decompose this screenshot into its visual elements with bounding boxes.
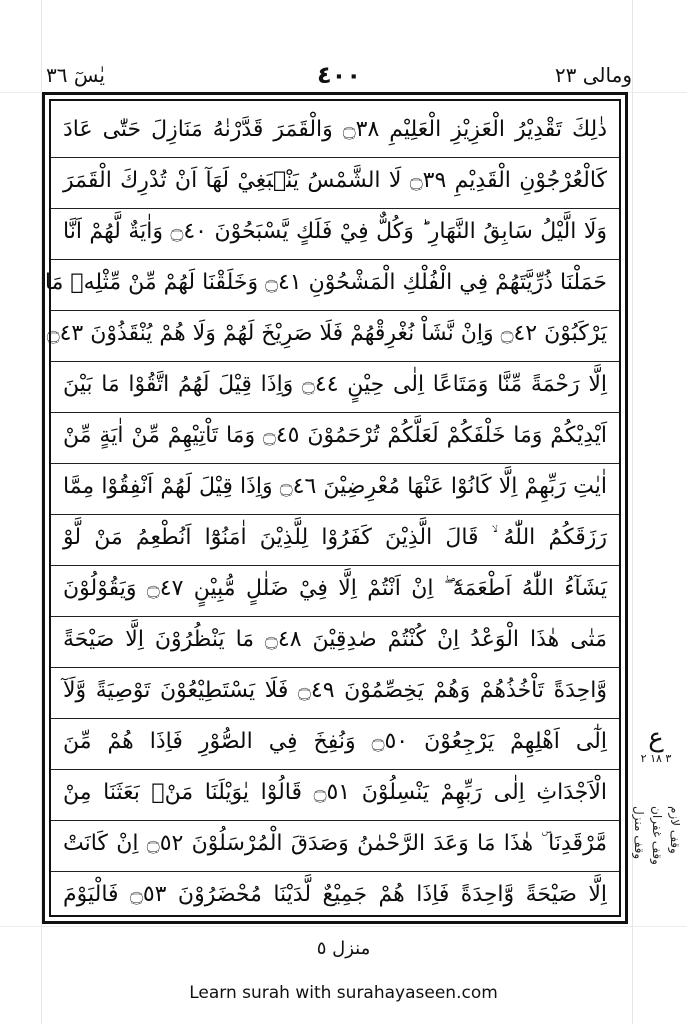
quran-text-panel <box>44 99 621 917</box>
ruku-ain-symbol: ع <box>648 723 664 753</box>
verse-line: وَلَا الَّيْلُ سَابِقُ النَّهَارِ ؕ وَكُلٌّ فِيْ فَلَكٍ يَّسْبَحُوْنَ ۝٤٠ وَاٰيَةٌ لَّهُمْ اَنَّا <box>63 219 607 244</box>
page-guide-line <box>0 926 687 927</box>
footer-caption: Learn surah with surahayaseen.com <box>189 983 498 1003</box>
verse-line: حَمَلْنَا ذُرِّيَّتَهُمْ فِي الْفُلْكِ الْمَشْحُوْنِ ۝٤١ وَخَلَقْنَا لَهُمْ مِّنْ مِّثْلِهٖ مَا <box>44 270 607 295</box>
verse-line: اِلَّا رَحْمَةً مِّنَّا وَمَتَاعًا اِلٰى حِيْنٍ ۝٤٤ وَاِذَا قِيْلَ لَهُمُ اتَّقُوْا مَا بَيْنَ <box>63 372 608 397</box>
verse-line: اَيْدِيْكُمْ وَمَا خَلْفَكُمْ لَعَلَّكُمْ تُرْحَمُوْنَ ۝٤٥ وَمَا تَاْتِيْهِمْ مِّنْ اٰيَةٍ مِّنْ <box>63 423 607 448</box>
waqf-note: وقف منزل <box>632 806 646 860</box>
verse-line: اِلٰٓى اَهْلِهِمْ يَرْجِعُوْنَ ۝٥٠ وَنُفِخَ فِي الصُّوْرِ فَاِذَا هُمْ مِّنَ <box>63 729 607 754</box>
manzil-label: منزل ٥ <box>316 938 371 959</box>
page-header <box>46 58 632 92</box>
waqf-notes <box>630 806 686 916</box>
verse-line: مَّرْقَدِنَا ۜ هٰذَا مَا وَعَدَ الرَّحْمٰنُ وَصَدَقَ الْمُرْسَلُوْنَ ۝٥٢ اِنْ كَانَتْ <box>63 831 607 856</box>
verse-line: يَشَآءُ اللّٰهُ اَطْعَمَهٗٓ ۖ اِنْ اَنْتُمْ اِلَّا فِيْ ضَلٰلٍ مُّبِيْنٍ ۝٤٧ وَيَقُوْلُوْنَ <box>63 576 607 601</box>
waqf-note: وقف غفران <box>650 806 664 865</box>
verse-line: ذٰلِكَ تَقْدِيْرُ الْعَزِيْزِ الْعَلِيْمِ ۝٣٨ وَالْقَمَرَ قَدَّرْنٰهُ مَنَازِلَ حَتّٰى عَادَ <box>63 117 607 142</box>
verse-line: يَرْكَبُوْنَ ۝٤٢ وَاِنْ نَّشَاْ نُغْرِقْهُمْ فَلَا صَرِيْخَ لَهُمْ وَلَا هُمْ يُنْقَذُوْنَ ۝٤٣ <box>46 321 607 346</box>
verse-line: اٰيٰتِ رَبِّهِمْ اِلَّا كَانُوْا عَنْهَا مُعْرِضِيْنَ ۝٤٦ وَاِذَا قِيْلَ لَهُمْ اَنْفِقُوْا مِمَّا <box>63 474 607 499</box>
verse-line: الْاَجْدَاثِ اِلٰى رَبِّهِمْ يَنْسِلُوْنَ ۝٥١ قَالُوْا يٰوَيْلَنَا مَنْۢ بَعَثَنَا مِنْ <box>63 780 607 805</box>
verse-line: اِلَّا صَيْحَةً وَّاحِدَةً فَاِذَا هُمْ جَمِيْعٌ لَّدَيْنَا مُحْضَرُوْنَ ۝٥٣ فَالْيَوْمَ <box>63 882 607 907</box>
waqf-note: وقف لازم <box>668 806 682 854</box>
surah-label: يٰسٓ ٣٦ <box>46 63 105 87</box>
juz-label: ومالی ٢٣ <box>554 63 632 87</box>
page-number: ٤٠٠ <box>317 61 361 89</box>
verse-line: رَزَقَكُمُ اللّٰهُ ۙ قَالَ الَّذِيْنَ كَفَرُوْا لِلَّذِيْنَ اٰمَنُوْٓا اَنُطْعِمُ مَنْ لَّوْ <box>63 525 607 550</box>
verse-line: مَتٰى هٰذَا الْوَعْدُ اِنْ كُنْتُمْ صٰدِقِيْنَ ۝٤٨ مَا يَنْظُرُوْنَ اِلَّا صَيْحَةً <box>63 627 607 652</box>
ruku-numbers: ٣ ١٨ ٢ <box>640 752 672 765</box>
quran-page-frame <box>42 92 628 924</box>
ruku-marker <box>636 724 676 780</box>
verse-line: وَّاحِدَةً تَاْخُذُهُمْ وَهُمْ يَخِصِّمُوْنَ ۝٤٩ فَلَا يَسْتَطِيْعُوْنَ تَوْصِيَةً وَّلَآ <box>63 678 607 703</box>
verse-line: كَالْعُرْجُوْنِ الْقَدِيْمِ ۝٣٩ لَا الشَّمْسُ يَنْۢبَغِيْ لَهَآ اَنْ تُدْرِكَ الْقَمَرَ <box>63 168 607 193</box>
